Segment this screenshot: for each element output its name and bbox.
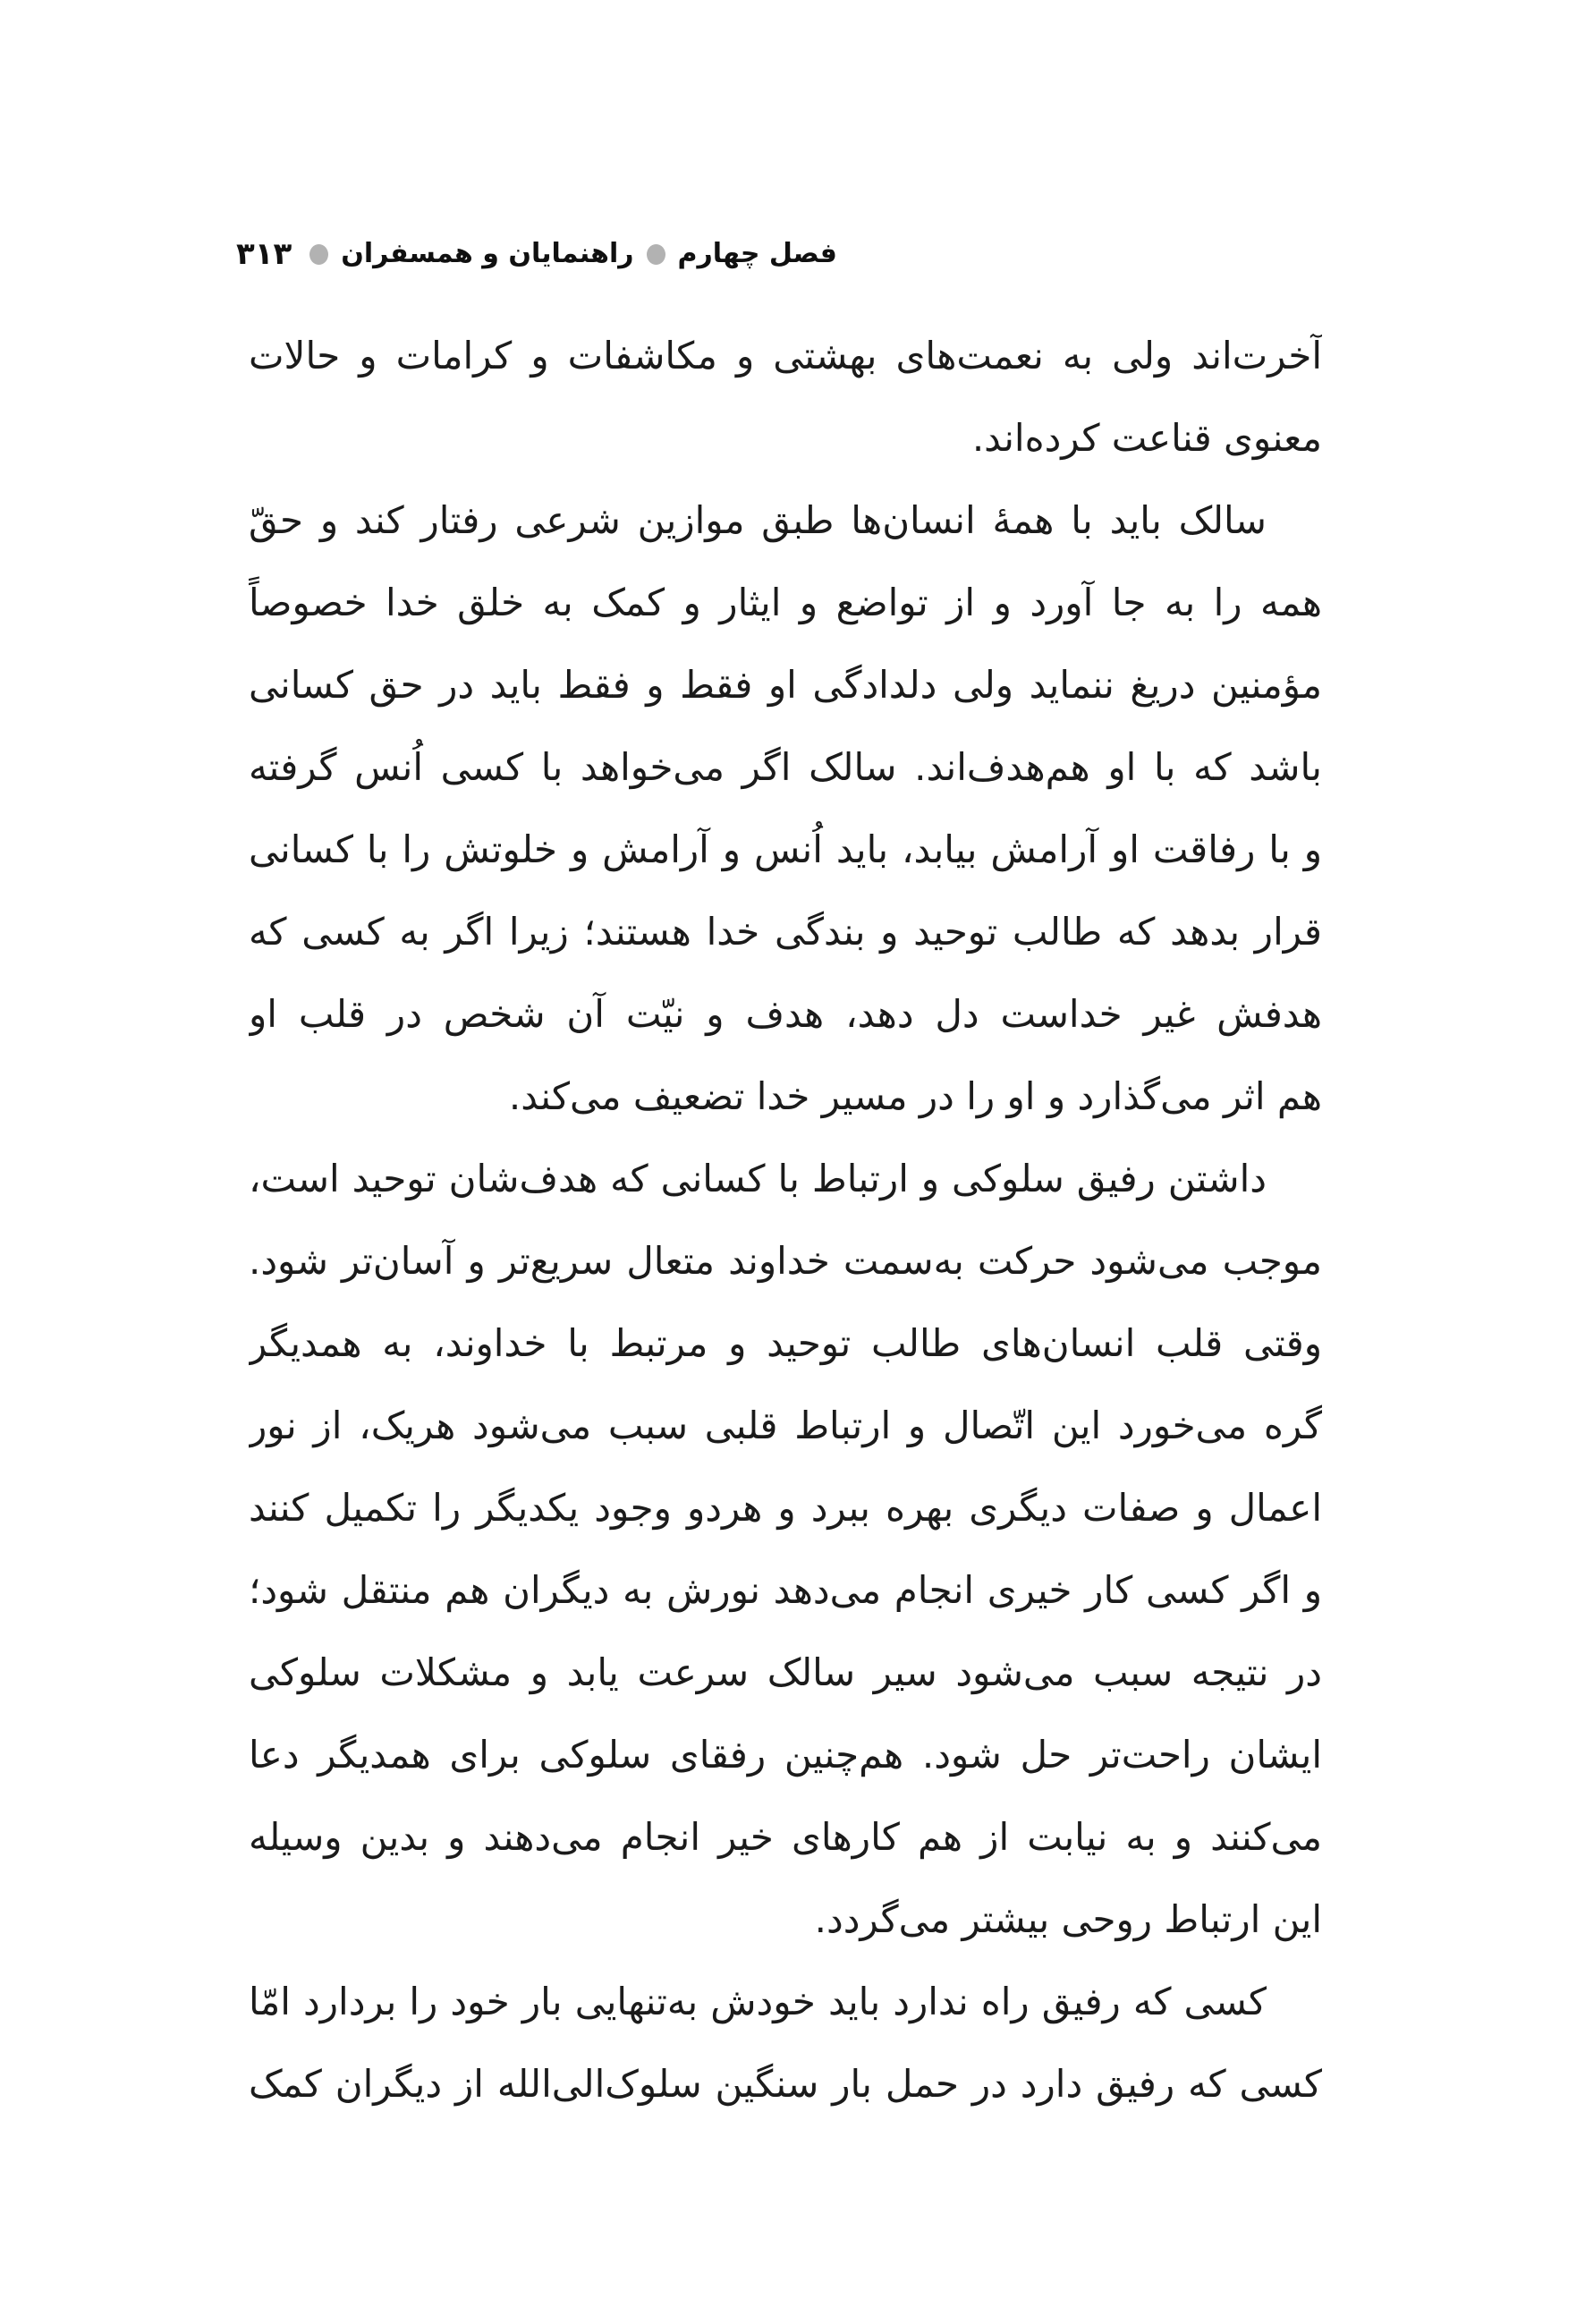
body-line: معنوی قناعت کرده‌اند. [971,416,1322,460]
body-line: و اگر کسی کار خیری انجام می‌دهد نورش به دیگران هم منتقل شود؛ [249,1568,1322,1612]
body-line: گره می‌خورد این اتّصال و ارتباط قلبی سبب می‌شود هریک، از نور [249,1404,1322,1447]
body-line: اعمال و صفات دیگری بهره ببرد و هردو وجود یکدیگر را تکمیل کنند [249,1486,1322,1530]
chapter-title: فصل چهارم [677,238,837,269]
body-line: هدفش غیر خداست دل دهد، هدف و نیّت آن شخص در قلب او [249,992,1322,1036]
body-line: ایشان راحت‌تر حل شود. هم‌چنین رفقای سلوکی برای همدیگر دعا [249,1733,1322,1777]
body-line: کسی که رفیق راه ندارد باید خودش به‌تنهایی بار خود را بردارد امّا [249,1980,1267,2023]
body-line: آخرت‌اند ولی به نعمت‌های بهشتی و مکاشفات و کرامات و حالات [249,334,1322,377]
body-line: در نتیجه سبب می‌شود سیر سالک سرعت یابد و مشکلات سلوکی [249,1650,1322,1694]
body-line: وقتی قلب انسان‌های طالب توحید و مرتبط با خداوند، به همدیگر [249,1321,1322,1365]
body-line: قرار بدهد که طالب توحید و بندگی خدا هستند؛ زیرا اگر به کسی که [249,910,1322,954]
body-line: این ارتباط روحی بیشتر می‌گردد. [814,1897,1322,1941]
body-line: و با رفاقت او آرامش بیابد، باید اُنس و آرامش و خلوتش را با کسانی [249,827,1322,871]
body-line: می‌کنند و به نیابت از هم کارهای خیر انجام می‌دهند و بدین وسیله [249,1815,1322,1859]
separator-bullet-icon [309,244,328,265]
running-head [236,231,837,277]
body-line: کسی که رفیق دارد در حمل بار سنگین سلوک‌الی‌الله از دیگران کمک [249,2062,1322,2106]
page-number: ۳۱۳ [236,236,292,272]
body-line: همه را به جا آورد و از تواضع و ایثار و کمک به خلق خدا خصوصاً [249,581,1322,624]
body-line: داشتن رفیق سلوکی و ارتباط با کسانی که هدف‌شان توحید است، [249,1157,1267,1200]
body-line: سالک باید با همهٔ انسان‌ها طبق موازین شرعی رفتار کند و حقّ [249,498,1267,542]
body-line: هم اثر می‌گذارد و او را در مسیر خدا تضعیف می‌کند. [508,1074,1322,1118]
section-title: راهنمایان و همسفران [341,238,634,269]
body-text [249,315,1322,2125]
separator-bullet-icon [647,244,665,265]
body-line: باشد که با او هم‌هدف‌اند. سالک اگر می‌خواهد با کسی اُنس گرفته [249,745,1322,789]
body-line: موجب می‌شود حرکت به‌سمت خداوند متعال سریع‌تر و آسان‌تر شود. [249,1239,1322,1283]
body-line: مؤمنین دریغ ننماید ولی دلدادگی او فقط و فقط باید در حق کسانی [249,663,1322,707]
